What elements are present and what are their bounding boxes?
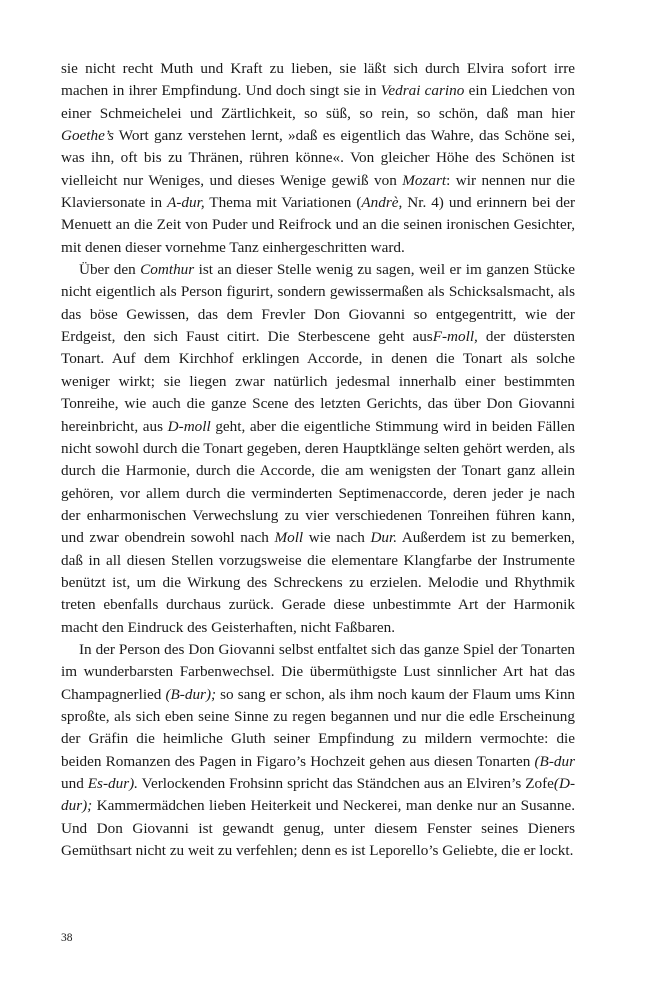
text-run: ist an dieser Stelle wenig zu sagen, weil er im ganzen Stücke nicht eigentlich als Person figurirt, sondern gewissermaßen als Schicksalsmacht, als das böse Gewissen, das dem Frevler Don Giovanni so entgegentritt, wie der Erdgeist, den sich Faust citirt. Die Sterbescene geht aus xyxy=(61,261,575,346)
italic-text: Goethe’s xyxy=(61,127,114,145)
text-run: wie nach xyxy=(303,529,371,547)
paragraph xyxy=(61,58,575,259)
italic-text: Moll xyxy=(274,529,304,547)
page-number: 38 xyxy=(61,932,73,944)
italic-text: (B-dur); xyxy=(165,685,217,703)
italic-text: Mozart xyxy=(402,171,447,189)
italic-text: D-moll xyxy=(167,417,211,435)
text-run: Wort ganz verstehen lernt, »daß es eigentlich das Wahre, das Schöne sei, was ihn, oft bis zu Thränen, rühren könne«. Von gleicher Höhe des Schönen ist vielleicht nur Weniges, und dieses Wenige gewiß von xyxy=(61,127,575,189)
text-run: und xyxy=(61,775,88,792)
text-run: ein Liedchen von einer Schmeichelei und Zärtlichkeit, so süß, so rein, so schön, daß man hier xyxy=(61,82,575,122)
italic-text: (B-dur xyxy=(534,752,575,770)
text-run: Thema mit Variationen ( xyxy=(204,194,362,212)
text-run: Außerdem ist zu bemerken, daß in all diesen Stellen vorzugsweise die elementare Klangfarbe der Instrumente benützt ist, um die Wirkung des Schreckens zu erzielen. Melodie und Rhythmik treten ebenfalls durchaus zurück. Gerade diese unbestimmte Art der Harmonik macht den Eindruck des Geisterhaften, nicht Faßbaren. xyxy=(61,529,575,636)
italic-text: F-moll, xyxy=(432,328,478,346)
text-run: Verlockenden Frohsinn spricht das Ständchen aus an Elviren’s Zofe xyxy=(137,775,554,792)
text-run: sie nicht recht Muth und Kraft zu lieben, sie läßt sich durch Elvira sofort irre machen in ihrer Empfindung. Und doch singt sie in xyxy=(61,60,575,100)
italic-text: Vedrai carino xyxy=(380,82,465,100)
text-run: Über den xyxy=(79,261,141,279)
text-run: : wir nennen nur die Klaviersonate in xyxy=(61,171,576,212)
text-run: , Nr. 4) und erinnern bei der Menuett an die Zeit von Puder und Reifrock und an die seinen ironischen Gesichter, mit denen dieser vornehme Tanz einhergeschritten ward. xyxy=(61,194,576,256)
text-run: Kammermädchen lieben Heiterkeit und Neckerei, man denke nur an Susanne. Und Don Giovanni ist gewandt genug, unter diesem Fenster seines Dieners Gemüthsart nicht zu weit zu verfehlen; denn es ist Leporello’s Geliebte, die er lockt. xyxy=(61,797,575,860)
page-body xyxy=(61,58,575,862)
text-run: so sang er schon, als ihm noch kaum der Flaum ums Kinn sproßte, als sich eben seine Sinne zu regen begannen und nur die edle Erscheinung der Gräfin die heimliche Gluth seiner Empfindung zu mildern vermochte: die beiden Romanzen des Pagen in Figaro’s Hochzeit gehen aus diesen Tonarten xyxy=(61,685,576,770)
italic-text: Es-dur). xyxy=(87,775,138,792)
text-run: der düstersten Tonart. Auf dem Kirchhof erklingen Accorde, in denen die Tonart als solche weniger wirkt; sie liegen zwar natürlich jedesmal innerhalb einer bestimmten Tonreihe, wie auch die ganze Scene des letzten Gerichts, das über Don Giovanni hereinbricht, aus xyxy=(61,328,575,435)
italic-text: A-dur, xyxy=(167,194,205,212)
italic-text: Dur. xyxy=(370,529,398,547)
text-run: In der Person des Don Giovanni selbst entfaltet sich das ganze Spiel der Tonarten im wunderbarsten Farbenwechsel. Die übermüthigste Lust sinnlicher Art hat das Champagnerlied xyxy=(61,640,575,703)
italic-text: Andrè xyxy=(361,194,399,212)
italic-text: (D-dur); xyxy=(61,775,576,815)
italic-text: Comthur xyxy=(140,261,195,279)
paragraph xyxy=(61,259,575,639)
paragraph xyxy=(61,639,575,862)
text-run: geht, aber die eigentliche Stimmung wird in beiden Fällen nicht sowohl durch die Tonart gegeben, deren Hauptklänge selten gehört werden, als durch die Harmonie, durch die Accorde, die am wenigsten der Tonart ganz allein gehören, vor allem durch die verminderten Septimenaccorde, deren jeder je nach der enharmonischen Verwechslung zu vier verschiedenen Tonreihen führen kann, und zwar obendrein sowohl nach xyxy=(61,417,575,547)
